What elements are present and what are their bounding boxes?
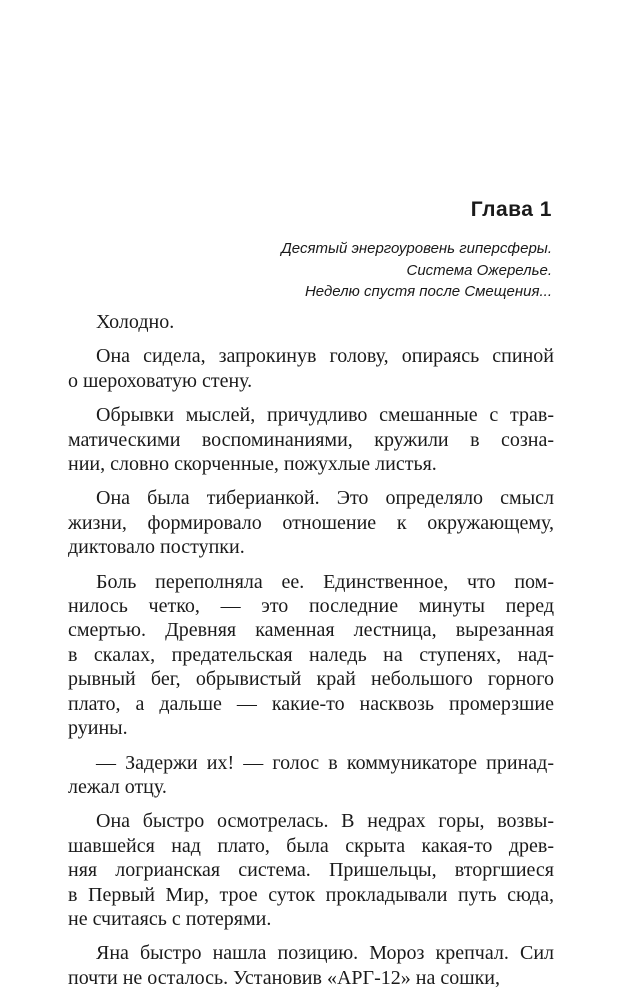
epigraph-line: Неделю спустя после Смещения... <box>304 283 552 300</box>
paragraph <box>68 344 554 393</box>
text-line: нии, словно скорченные, пожухлые листья. <box>68 453 437 476</box>
text-line: нилось четко, — это последние минуты перед <box>68 595 554 618</box>
text-line: матическими воспоминаниями, кружили в созна- <box>68 428 554 451</box>
text-line: жизни, формировало отношение к окружающему, <box>68 511 554 534</box>
text-line: руины. <box>68 717 128 740</box>
text-line: Она быстро осмотрелась. В недрах горы, возвы- <box>96 810 554 833</box>
paragraph <box>68 403 554 476</box>
chapter-title: Глава 1 <box>470 198 552 221</box>
text-line: лежал отцу. <box>68 775 167 798</box>
paragraph <box>68 809 554 931</box>
text-line: смертью. Древняя каменная лестница, вырезанная <box>68 619 554 642</box>
text-line: Она была тиберианкой. Это определяло смысл <box>96 487 554 510</box>
text-line: не считаясь с потерями. <box>68 907 272 930</box>
text-line: рывный бег, обрывистый край небольшого горного <box>68 668 554 691</box>
text-line: Обрывки мыслей, причудливо смешанные с трав- <box>96 404 554 427</box>
text-line: шавшейся над плато, была скрыта какая-то древ- <box>68 834 554 857</box>
text-line: о шероховатую стену. <box>68 369 253 392</box>
text-line: в Первый Мир, трое суток прокладывали путь сюда, <box>68 883 554 906</box>
epigraph-line: Система Ожерелье. <box>406 261 552 279</box>
text-line: Холодно. <box>96 311 175 333</box>
text-line: Боль переполняла ее. Единственное, что пом- <box>96 570 554 593</box>
text-line: плато, а дальше — какие-то насквозь промерзшие <box>68 692 554 715</box>
text-line: Она сидела, запрокинув голову, опираясь спиной <box>96 345 554 368</box>
text-line: няя логрианская система. Пришельцы, вторгшиеся <box>68 859 554 882</box>
text-line: в скалах, предательская наледь на ступенях, над- <box>68 643 554 666</box>
text-line: почти не осталось. Установив «АРГ-12» на сошки, <box>68 966 501 989</box>
paragraph <box>68 570 554 741</box>
text-line: — Задержи их! — голос в коммуникаторе принад- <box>96 751 554 774</box>
paragraph <box>68 941 554 990</box>
paragraph <box>68 486 554 559</box>
epigraph-line: Десятый энергоуровень гиперсферы. <box>281 240 552 257</box>
chapter-body <box>68 310 554 1000</box>
paragraph <box>68 310 554 334</box>
text-line: диктовало поступки. <box>68 536 245 559</box>
text-line: Яна быстро нашла позицию. Мороз крепчал. Сил <box>96 942 554 965</box>
paragraph <box>68 751 554 800</box>
epigraph <box>132 238 552 303</box>
